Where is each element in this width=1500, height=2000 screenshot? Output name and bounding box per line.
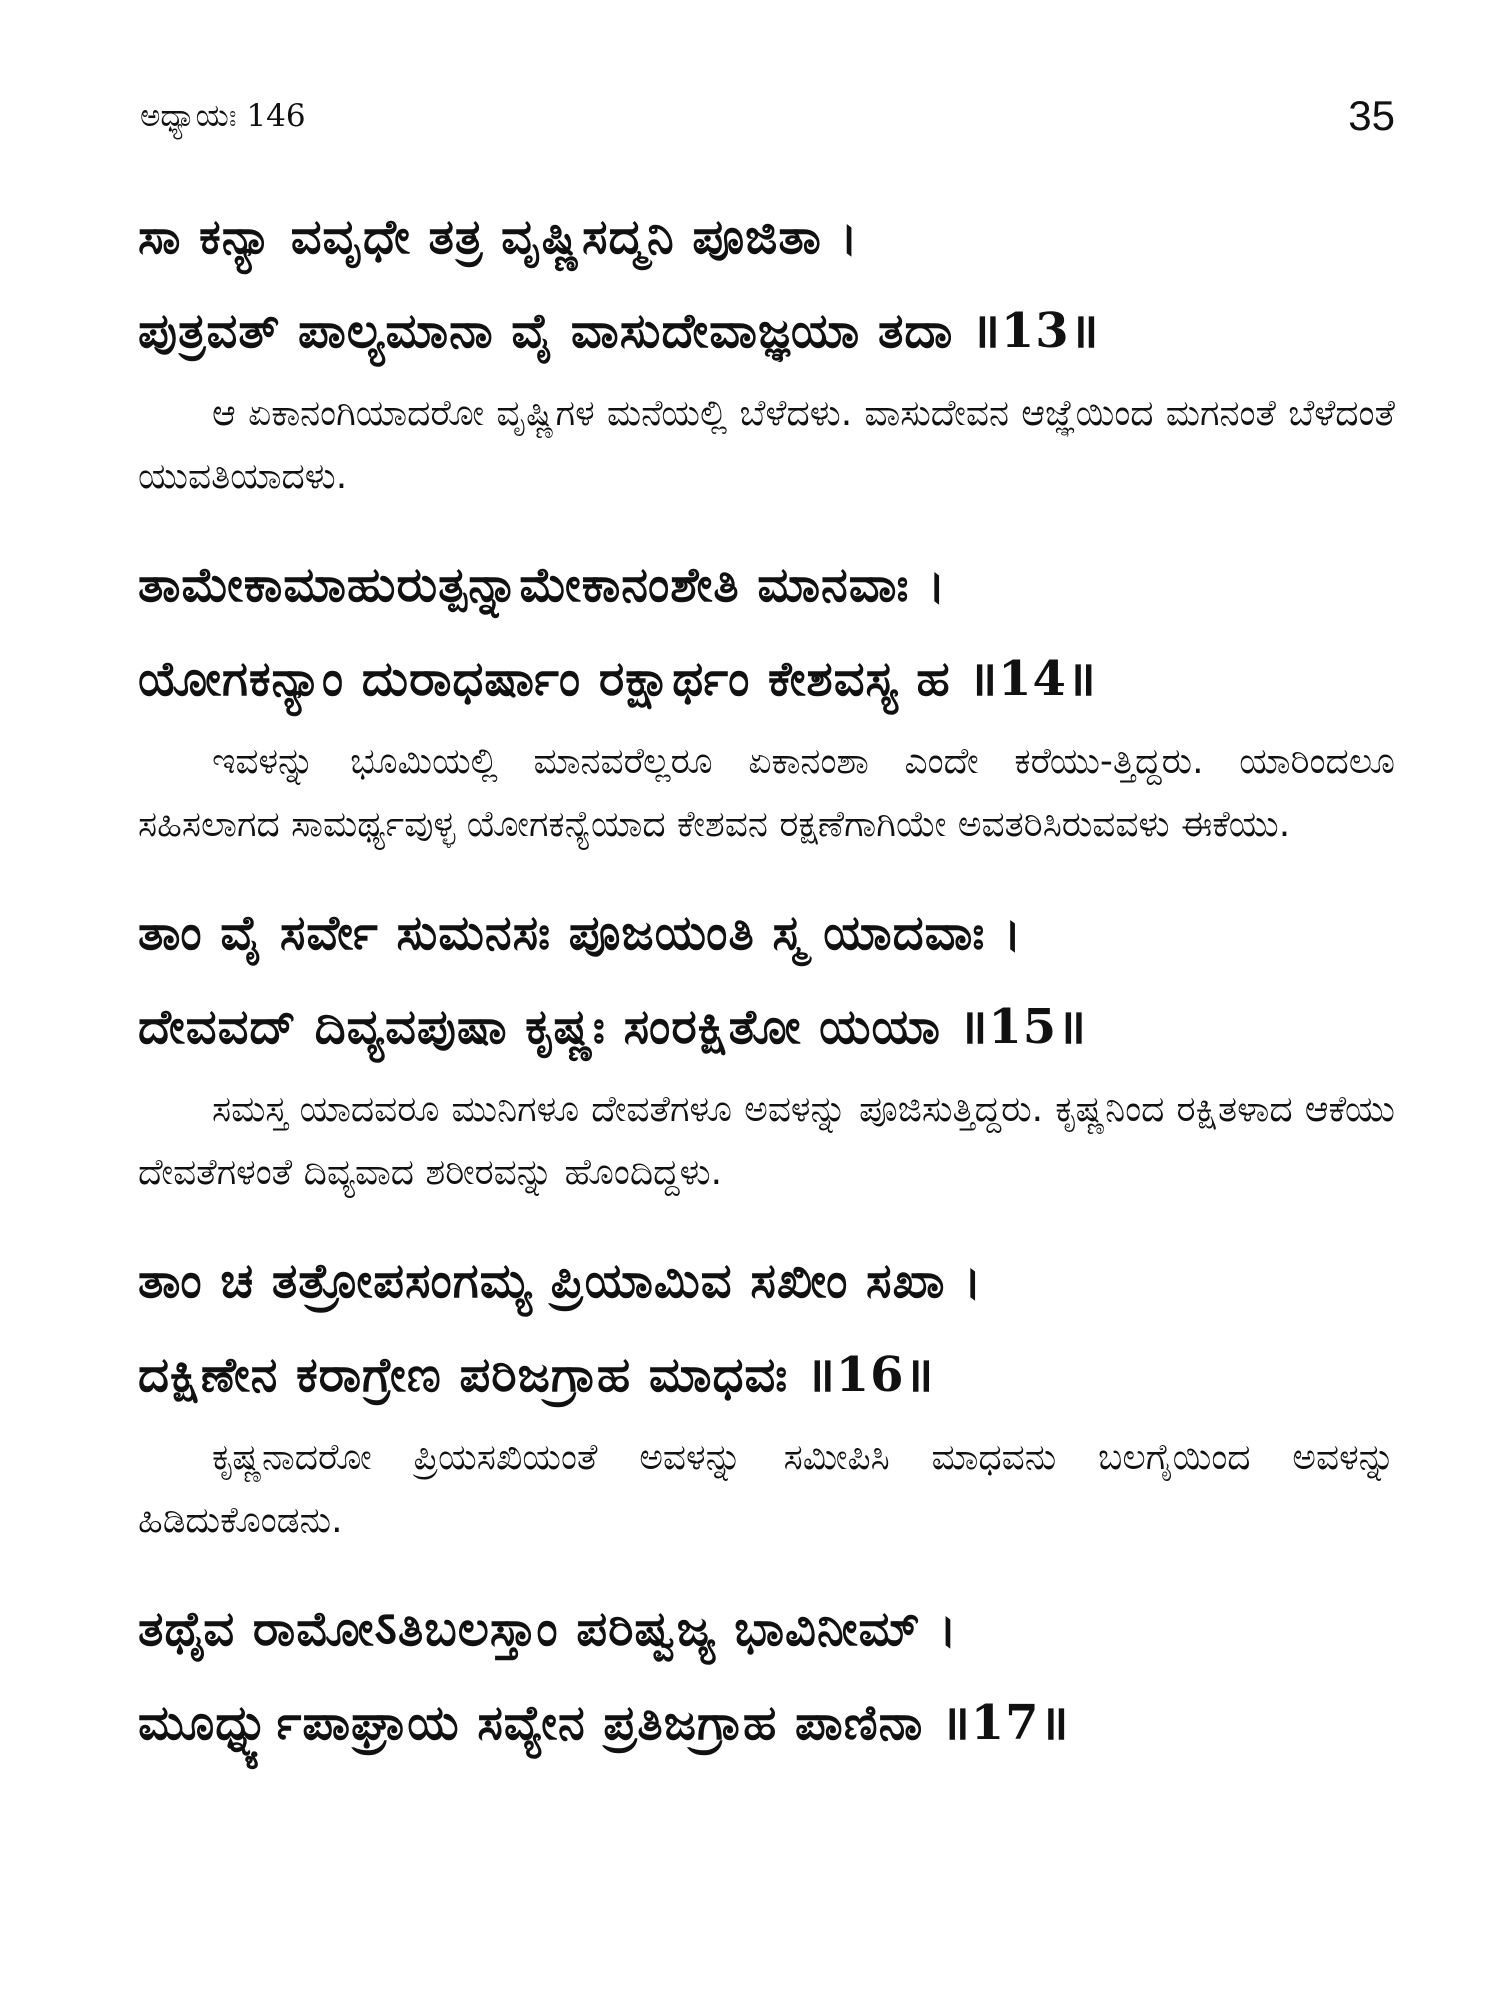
page-number: 35 [1348, 92, 1395, 139]
verse-line-text: ಮೂರ್ಧ್ನ್ಯುಪಾಘ್ರಾಯ ಸವ್ಯೇನ ಪ್ರತಿಜಗ್ರಾಹ ಪಾಣಿನಾ [138, 1695, 924, 1751]
verse-line [138, 1328, 1395, 1422]
commentary-14: ಇವಳನ್ನು ಭೂಮಿಯಲ್ಲಿ ಮಾನವರೆಲ್ಲರೂ ಏಕಾನಂಶಾ ಎಂದೇ ಕರೆಯು-ತ್ತಿದ್ದರು. ಯಾರಿಂದಲೂ ಸಹಿಸಲಾಗದ ಸಾಮರ್ಥ್ಯವುಳ್ಳ ಯೋಗಕನ್ಯೆಯಾದ ಕೇಶವನ ರಕ್ಷಣೆಗಾಗಿಯೇ ಅವತರಿಸಿರುವವಳು ಈಕೆಯು. [138, 741, 1395, 845]
verse-line [138, 1676, 1395, 1770]
verse-line [138, 284, 1395, 378]
verse-number: ॥15॥ [958, 999, 1087, 1055]
verse-line-text: ಪುತ್ರವತ್ ಪಾಲ್ಯಮಾನಾ ವೈ ವಾಸುದೇವಾಜ್ಞಯಾ ತದಾ [138, 303, 954, 359]
verse-13 [138, 190, 1395, 378]
verse-number: ॥14॥ [968, 651, 1097, 707]
page-header [140, 92, 1395, 152]
verse-line-text: ಯೋಗಕನ್ಯಾಂ ದುರಾಧರ್ಷಾಂ ರಕ್ಷಾರ್ಥಂ ಕೇಶವಸ್ಯ ಹ [138, 651, 951, 707]
verse-line [138, 632, 1395, 726]
commentary-15: ಸಮಸ್ತ ಯಾದವರೂ ಮುನಿಗಳೂ ದೇವತೆಗಳೂ ಅವಳನ್ನು ಪೂಜಿಸುತ್ತಿದ್ದರು. ಕೃಷ್ಣನಿಂದ ರಕ್ಷಿತಳಾದ ಆಕೆಯು ದೇವತೆಗಳಂತೆ ದಿವ್ಯವಾದ ಶರೀರವನ್ನು ಹೊಂದಿದ್ದಳು. [138, 1089, 1395, 1193]
verse-line: ತಥೈವ ರಾಮೋऽತಿಬಲಸ್ತಾಂ ಪರಿಷ್ವಜ್ಯ ಭಾವಿನೀಮ್ । [138, 1601, 958, 1657]
verse-line: ತಾಂ ಚ ತತ್ರೋಪಸಂಗಮ್ಯ ಪ್ರಿಯಾಮಿವ ಸಖೀಂ ಸಖಾ । [138, 1253, 983, 1309]
verse-line: ಸಾ ಕನ್ಯಾ ವವೃಧೇ ತತ್ರ ವೃಷ್ಣಿಸದ್ಮನಿ ಪೂಜಿತಾ । [138, 209, 859, 265]
verse-17 [138, 1582, 1395, 1770]
verse-line-text: ದೇವವದ್ ದಿವ್ಯವಪುಷಾ ಕೃಷ್ಣಃ ಸಂರಕ್ಷಿತೋ ಯಯಾ [138, 999, 941, 1055]
page-content [138, 190, 1395, 1770]
verse-line: ತಾಂ ವೈ ಸರ್ವೇ ಸುಮನಸಃ ಪೂಜಯಂತಿ ಸ್ಮ ಯಾದವಾಃ । [138, 905, 1023, 961]
verse-line-text: ದಕ್ಷಿಣೇನ ಕರಾಗ್ರೇಣ ಪರಿಜಗ್ರಾಹ ಮಾಧವಃ [138, 1347, 789, 1403]
commentary-16: ಕೃಷ್ಣನಾದರೋ ಪ್ರಿಯಸಖಿಯಂತೆ ಅವಳನ್ನು ಸಮೀಪಿಸಿ ಮಾಧವನು ಬಲಗೈಯಿಂದ ಅವಳನ್ನು ಹಿಡಿದುಕೊಂಡನು. [138, 1437, 1395, 1541]
verse-16 [138, 1234, 1395, 1422]
verse-line: ತಾಮೇಕಾಮಾಹುರುತ್ಪನ್ನಾಮೇಕಾನಂಶೇತಿ ಮಾನವಾಃ । [138, 557, 947, 613]
verse-14 [138, 538, 1395, 726]
verse-15 [138, 886, 1395, 1074]
verse-number: ॥13॥ [971, 303, 1100, 359]
verse-number: ॥16॥ [805, 1347, 935, 1403]
running-head-chapter: ಅಧ್ಯಾಯಃ 146 [140, 98, 306, 134]
verse-line [138, 980, 1395, 1074]
verse-number: ॥17॥ [941, 1695, 1070, 1751]
commentary-13: ಆ ಏಕಾನಂಗಿಯಾದರೋ ವೃಷ್ಣಿಗಳ ಮನೆಯಲ್ಲಿ ಬೆಳೆದಳು. ವಾಸುದೇವನ ಆಜ್ಞೆಯಿಂದ ಮಗನಂತೆ ಬೆಳೆದಂತೆ ಯುವತಿಯಾದಳು. [138, 393, 1395, 497]
